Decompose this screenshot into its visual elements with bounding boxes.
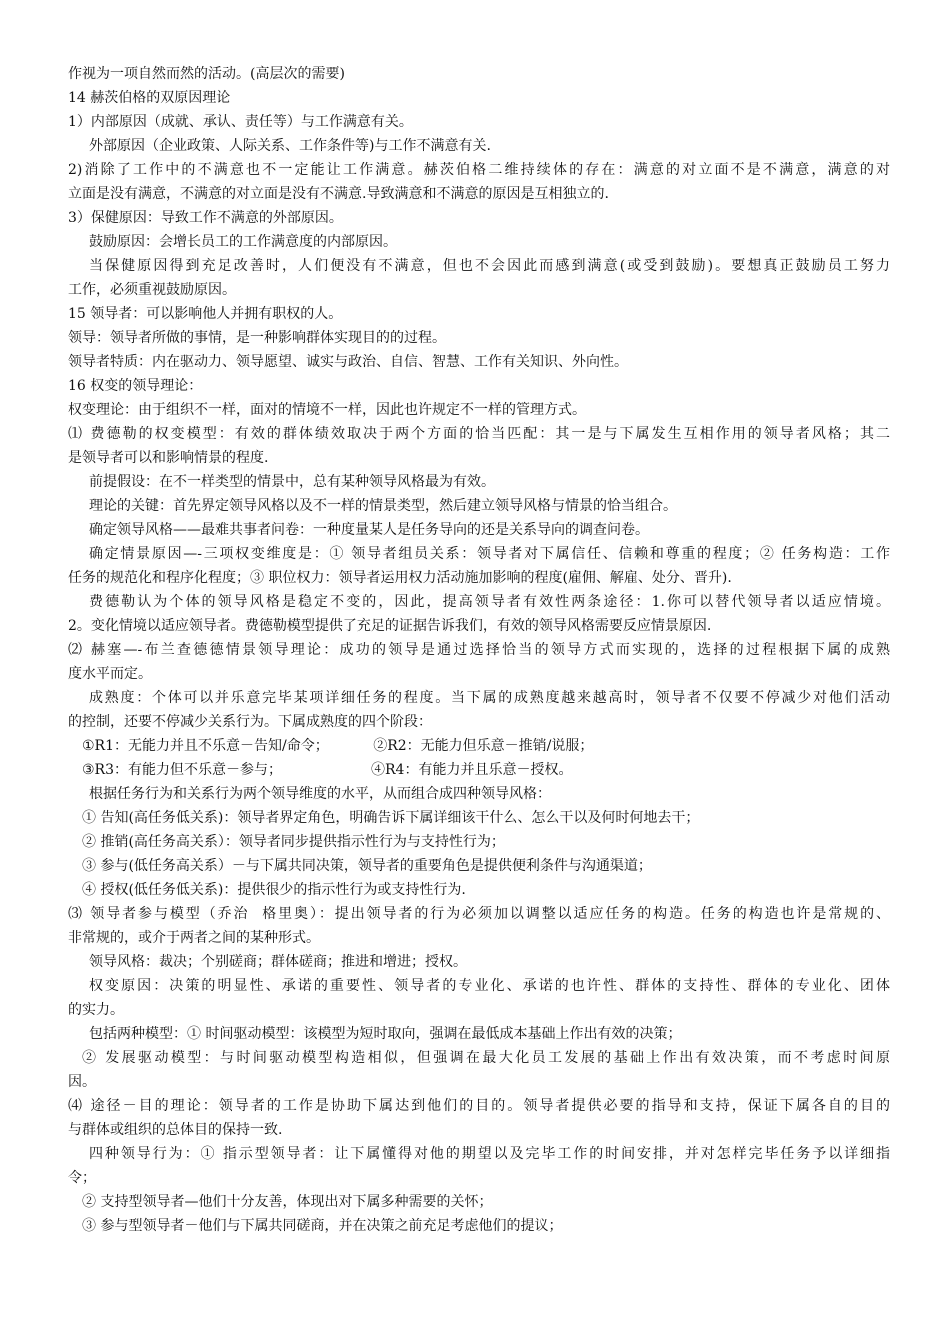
- section-heading: 15 领导者：可以影响他人并拥有职权的人。: [68, 306, 343, 322]
- text-line: 令；: [68, 1170, 96, 1186]
- text-line: 任务的规范化和程序化程度；③ 职位权力：领导者运用权力活动施加影响的程度(雇佣、解雇、处分、晋升).: [68, 570, 732, 586]
- text-line: 费德勒认为个体的领导风格是稳定不变的，因此，提高领导者有效性两条途径：1.你可以替代领导者以适应情境。: [89, 594, 890, 610]
- text-line: 领导：领导者所做的事情，是一种影响群体实现目的的过程。: [68, 330, 446, 346]
- list-item: ② 发展驱动模型：与时间驱动模型构造相似，但强调在最大化员工发展的基础上作出有效决策，而不考虑时间原: [82, 1050, 890, 1066]
- text-line: 确定领导风格——最难共事者问卷：一种度量某人是任务导向的还是关系导向的调查问卷。: [89, 522, 649, 538]
- text-line: 确定情景原因—-三项权变维度是：① 领导者组员关系：领导者对下属信任、信赖和尊重的程度；② 任务构造：工作: [89, 546, 890, 562]
- list-item: ③R3：有能力但不乐意－参与； ④R4：有能力并且乐意－授权。: [82, 762, 573, 778]
- text-line: 权变理论：由于组织不一样，面对的情境不一样，因此也许规定不一样的管理方式。: [68, 402, 586, 418]
- text-line: 外部原因（企业政策、人际关系、工作条件等)与工作不满意有关.: [89, 138, 491, 154]
- text-line: 鼓励原因：会增长员工的工作满意度的内部原因。: [89, 234, 397, 250]
- text-line: ⑷ 途径－目的理论：领导者的工作是协助下属达到他们的目的。领导者提供必要的指导和支持，保证下属各自的目的: [68, 1098, 890, 1114]
- text-line: 成熟度：个体可以并乐意完毕某项详细任务的程度。当下属的成熟度越来越高时，领导者不仅要不停减少对他们活动: [89, 690, 890, 706]
- list-item: ①R1：无能力并且不乐意－告知/命令； ②R2：无能力但乐意－推销/说服；: [82, 738, 594, 754]
- text-line: 领导风格：裁决；个别磋商；群体磋商；推进和增进；授权。: [89, 954, 467, 970]
- text-line: 作视为一项自然而然的活动。(高层次的需要): [68, 66, 345, 82]
- text-line: 根据任务行为和关系行为两个领导维度的水平，从而组合成四种领导风格：: [89, 786, 551, 802]
- text-line: 的控制，还要不停减少关系行为。下属成熟度的四个阶段：: [68, 714, 432, 730]
- text-line: ⑴ 费德勒的权变模型：有效的群体绩效取决于两个方面的恰当匹配：其一是与下属发生互相作用的领导者风格；其二: [68, 426, 890, 442]
- text-line: 四种领导行为：① 指示型领导者：让下属懂得对他的期望以及完毕工作的时间安排，并对怎样完毕任务予以详细指: [89, 1146, 890, 1162]
- text-line: 立面是没有满意，不满意的对立面是没有不满意.导致满意和不满意的原因是互相独立的.: [68, 186, 609, 202]
- list-item: ③ 参与(低任务高关系）－与下属共同决策，领导者的重要角色是提供便利条件与沟通渠道；: [82, 858, 652, 874]
- text-line: 的实力。: [68, 1002, 124, 1018]
- text-line: 领导者特质：内在驱动力、领导愿望、诚实与政治、自信、智慧、工作有关知识、外向性。: [68, 354, 628, 370]
- list-item: ④ 授权(低任务低关系)：提供很少的指示性行为或支持性行为.: [82, 882, 466, 898]
- text-line: 因。: [68, 1074, 96, 1090]
- list-item: ② 推销(高任务高关系）：领导者同步提供指示性行为与支持性行为；: [82, 834, 505, 850]
- text-line: 与群体或组织的总体目的保持一致.: [68, 1122, 283, 1138]
- section-heading: 14 赫茨伯格的双原因理论: [68, 90, 231, 106]
- section-heading: 16 权变的领导理论：: [68, 378, 203, 394]
- text-line: 包括两种模型：① 时间驱动模型：该模型为短时取向，强调在最低成本基础上作出有效的决策；: [89, 1026, 682, 1042]
- text-line: 前提假设：在不一样类型的情景中，总有某种领导风格最为有效。: [89, 474, 495, 490]
- text-line: 权变原因：决策的明显性、承诺的重要性、领导者的专业化、承诺的也许性、群体的支持性、群体的专业化、团体: [89, 978, 890, 994]
- text-line: 度水平而定。: [68, 666, 152, 682]
- text-line: 1）内部原因（成就、承认、责任等）与工作满意有关。: [68, 114, 413, 130]
- text-line: 是领导者可以和影响情景的程度.: [68, 450, 269, 466]
- text-line: 理论的关键：首先界定领导风格以及不一样的情景类型，然后建立领导风格与情景的恰当组合。: [89, 498, 677, 514]
- text-line: ⑶ 领导者参与模型（乔治 格里奥）：提出领导者的行为必须加以调整以适应任务的构造。任务的构造也许是常规的、: [68, 906, 890, 922]
- text-line: ⑵ 赫塞—-布兰查德德情景领导理论：成功的领导是通过选择恰当的领导方式而实现的，选择的过程根据下属的成熟: [68, 642, 890, 658]
- text-line: 3）保健原因：导致工作不满意的外部原因。: [68, 210, 343, 226]
- text-line: 2。变化情境以适应领导者。费德勒模型提供了充足的证据告诉我们，有效的领导风格需要反应情景原因.: [68, 618, 712, 634]
- list-item: ① 告知(高任务低关系)：领导者界定角色，明确告诉下属详细该干什么、怎么干以及何时何地去干；: [82, 810, 700, 826]
- list-item: ③ 参与型领导者－他们与下属共同磋商，并在决策之前充足考虑他们的提议；: [82, 1218, 563, 1234]
- text-line: 工作，必须重视鼓励原因。: [68, 282, 236, 298]
- text-line: 当保健原因得到充足改善时，人们便没有不满意，但也不会因此而感到满意(或受到鼓励)。要想真正鼓励员工努力: [89, 258, 890, 274]
- text-line: 2)消除了工作中的不满意也不一定能让工作满意。赫茨伯格二维持续体的存在：满意的对立面不是不满意，满意的对: [68, 162, 890, 178]
- list-item: ② 支持型领导者—他们十分友善，体现出对下属多种需要的关怀；: [82, 1194, 493, 1210]
- text-line: 非常规的，或介于两者之间的某种形式。: [68, 930, 320, 946]
